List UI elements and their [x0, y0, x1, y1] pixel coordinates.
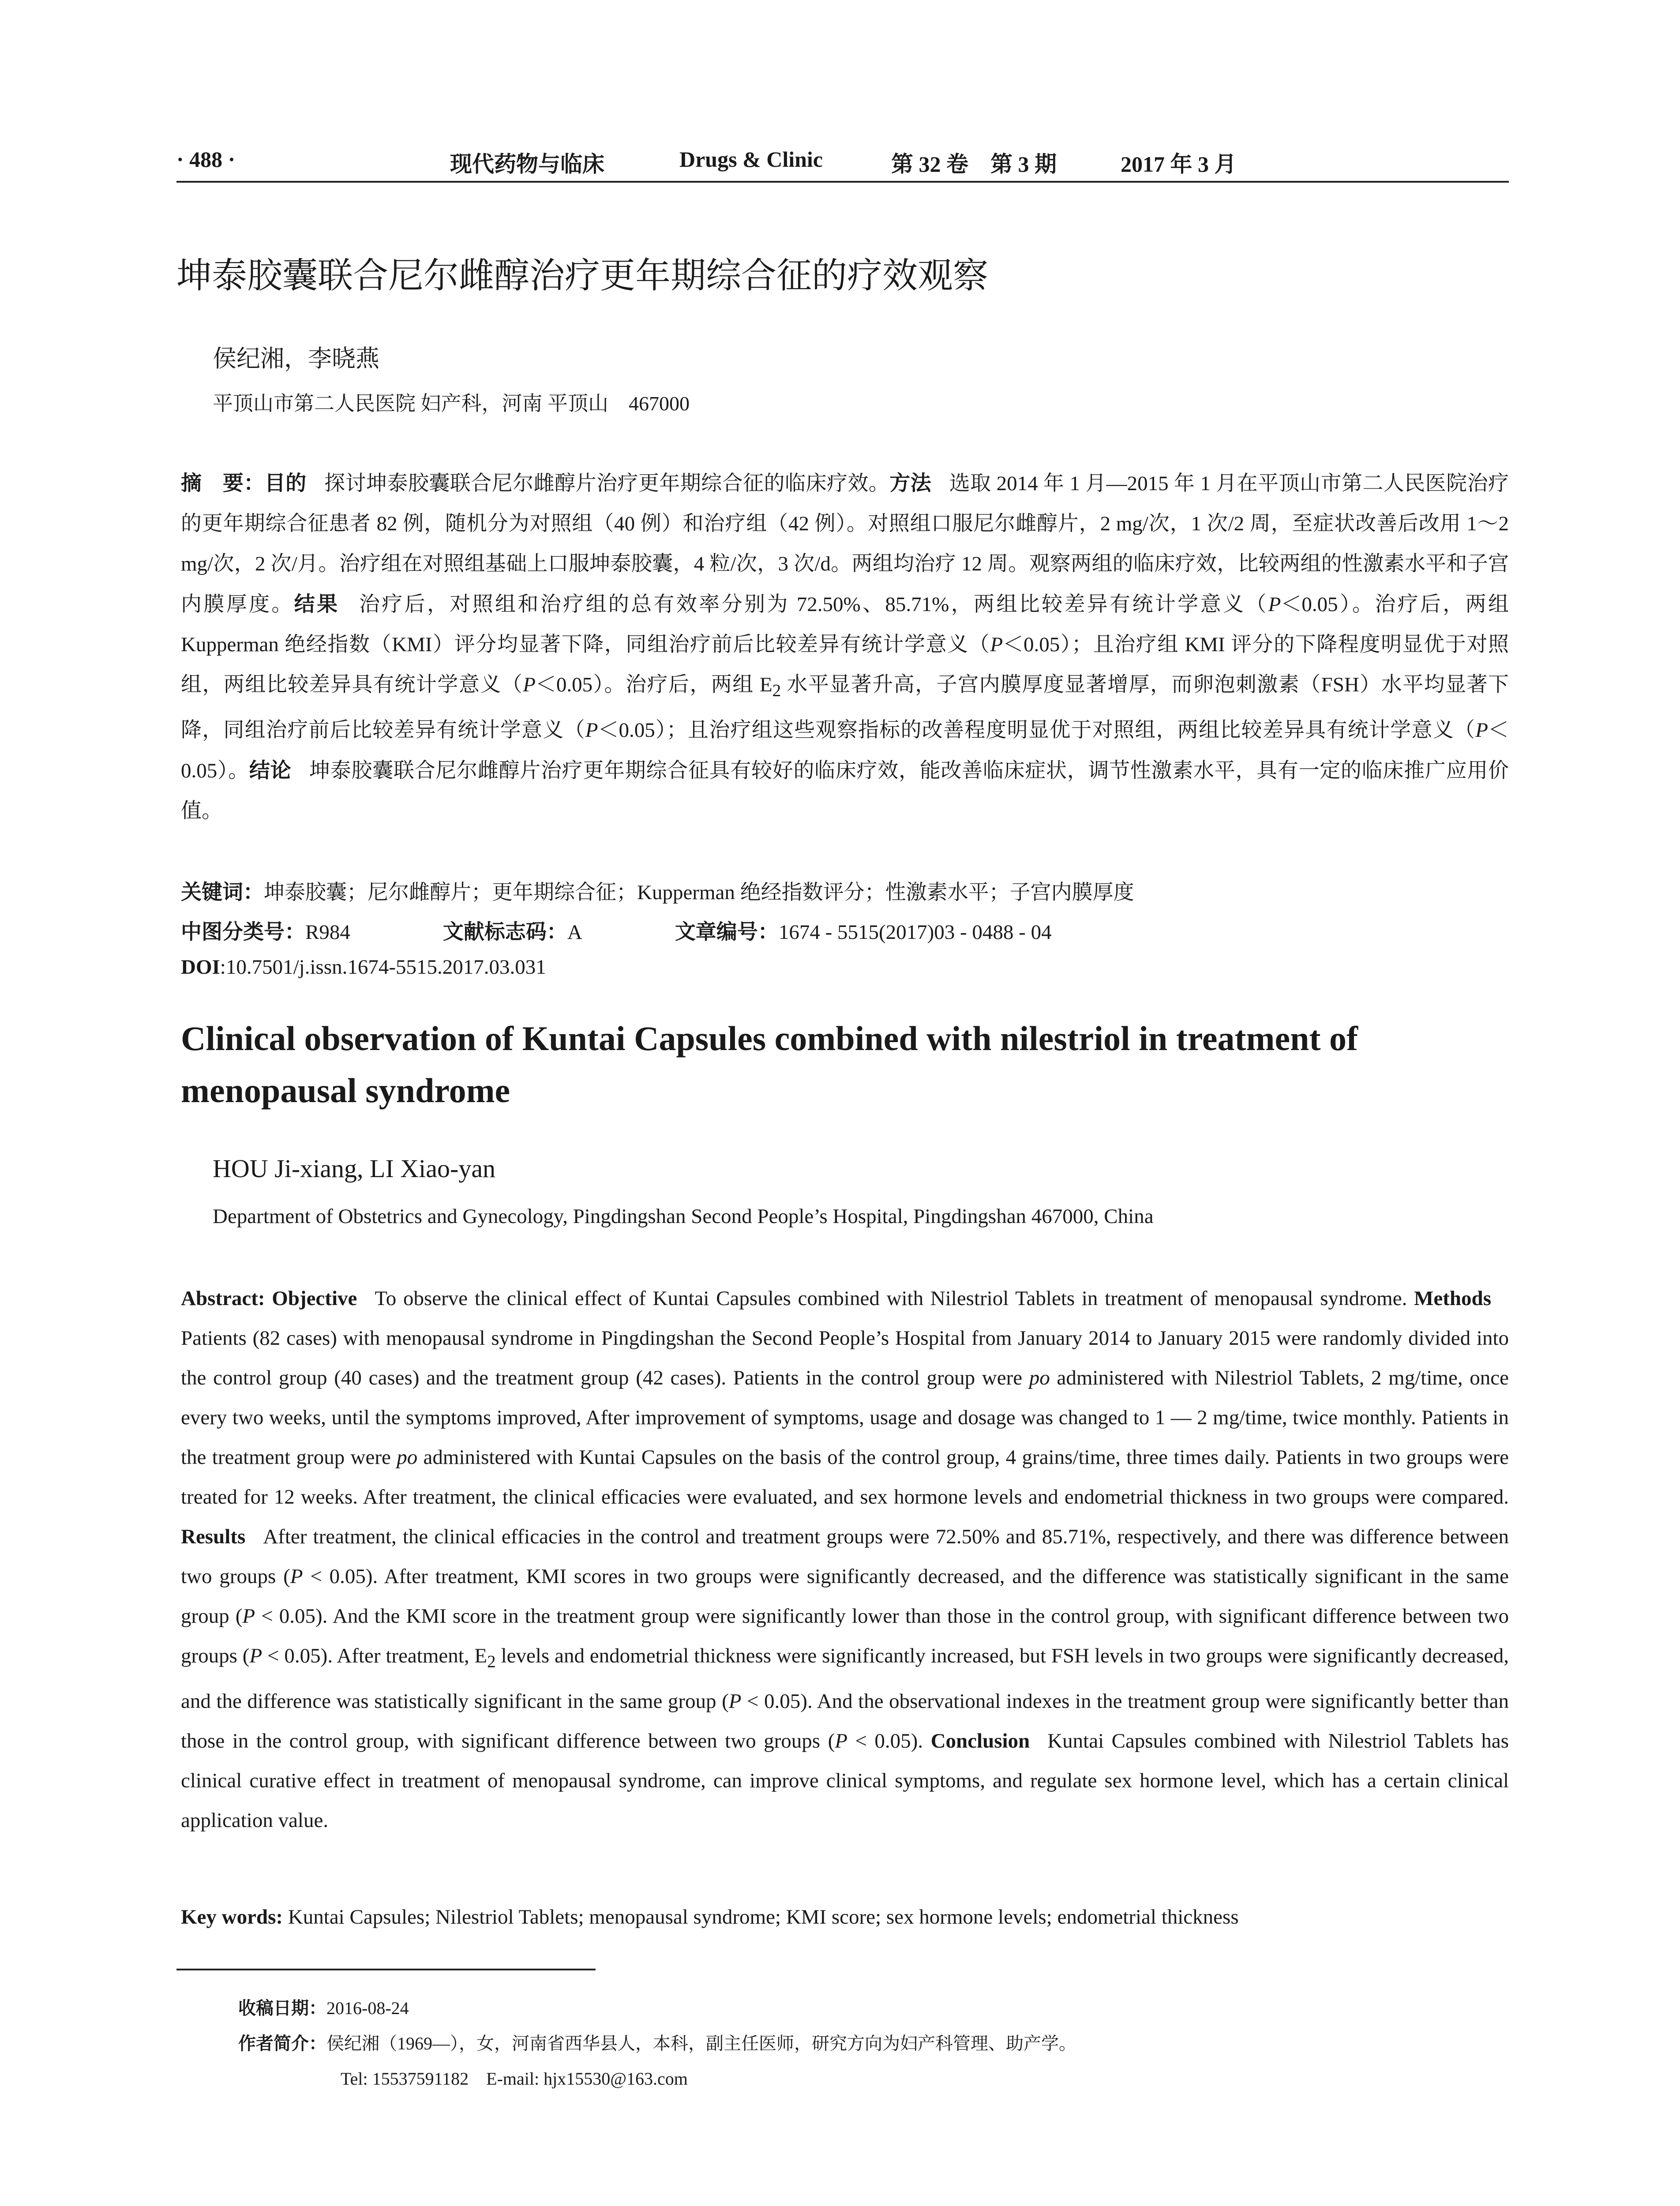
en-keywords-text: Kuntai Capsules; Nilestriol Tablets; menopausal syndrome; KMI score; sex hormone levels; endometrial thickness	[288, 1906, 1239, 1928]
p-symbol: P	[835, 1730, 848, 1753]
cn-methods-text: 选取 2014 年 1 月—2015 年 1 月在平顶山市第二人民医院治疗的更年期综合征患者 82 例，随机分为对照组（40 例）和治疗组（42 例）。对照组口服尼尔雌醇片，2 mg/次，1 次/2 周，至症状改善后改用 1～2 mg/次，2 次/月。治疗组在对照组基础上口服坤泰胶囊，4 粒/次，3 次/d。两组均治疗 12 周。观察两组的临床疗效，比较两组的性激素水平和子宫内膜厚度。	[181, 472, 1509, 616]
cn-conclusion-label: 结论	[249, 758, 292, 783]
en-methods-text: Patients (82 cases) with menopausal syndrome in Pingdingshan the Second People’s Hospital from January 2014 to January 2015 were randomly divided into the control group (40 cases) and the treatment group (42 cases). Patients in the control group were	[181, 1327, 1509, 1389]
p-symbol: P	[585, 719, 598, 742]
footnote-divider	[176, 1969, 596, 1970]
p-symbol: P	[523, 673, 536, 696]
subscript: 2	[487, 1652, 496, 1671]
bio-text: 侯纪湘（1969—），女，河南省西华县人，本科，副主任医师，研究方向为妇产科管理、助产学。	[326, 2033, 1076, 2053]
cn-conclusion-text: 坤泰胶囊联合尼尔雌醇片治疗更年期综合征具有较好的临床疗效，能改善临床症状，调节性激素水平，具有一定的临床推广应用价值。	[181, 759, 1509, 823]
en-results-text: levels and endometrial thickness were significantly increased, but FSH levels in two groups were significantly decreased, and the difference was statistically significant in the same group (	[181, 1644, 1509, 1713]
en-results-text: < 0.05). After treatment, KMI scores in two groups were significantly decreased, and the difference was statistically significant in the same group (	[181, 1565, 1509, 1628]
cn-keywords-label: 关键词：	[181, 880, 264, 904]
bio-label: 作者简介：	[238, 2033, 326, 2054]
p-symbol: P	[242, 1605, 255, 1628]
en-objective-text: To observe the clinical effect of Kuntai Capsules combined with Nilestriol Tablets in treatment of menopausal syndrome.	[375, 1287, 1407, 1310]
p-symbol: P	[1268, 593, 1281, 616]
cn-objective-label: 目的	[264, 471, 307, 495]
journal-name-cn: 现代药物与临床	[450, 151, 604, 177]
en-keywords	[181, 1905, 1239, 1929]
en-title: Clinical observation of Kuntai Capsules combined with nilestriol in treatment of menopausal syndrome	[181, 1019, 1358, 1110]
cn-affiliation: 平顶山市第二人民医院 妇产科，河南 平顶山 467000	[213, 392, 690, 415]
p-symbol: P	[290, 1565, 303, 1588]
cn-objective-text: 探讨坤泰胶囊联合尼尔雌醇片治疗更年期综合征的临床疗效。	[324, 472, 890, 495]
journal-name-en: Drugs & Clinic	[679, 147, 823, 172]
en-abstract	[181, 1279, 1509, 1840]
en-results-label: Results	[181, 1525, 246, 1548]
cn-results-text: ＜0.05）。治疗后，两组 E	[535, 673, 772, 696]
doc-code-label: 文献标志码：	[442, 920, 567, 944]
cn-abstract-label: 摘 要：	[181, 471, 265, 495]
running-header	[176, 141, 1509, 183]
issue-date: 2017 年 3 月	[1121, 152, 1237, 176]
en-conclusion-text: Kuntai Capsules combined with Nilestriol Tablets has clinical curative effect in treatment of menopausal syndrome, can improve clinical symptoms, and regulate sex hormone level, which has a certain clinical application value.	[181, 1730, 1509, 1832]
cn-results-text: ＜0.05）。治疗后，两组 Kupperman 绝经指数（KMI）评分均显著下降，同组治疗前后比较差异有统计学意义（	[181, 593, 1509, 656]
en-authors: HOU Ji-xiang, LI Xiao-yan	[213, 1154, 496, 1183]
cn-authors: 侯纪湘，李晓燕	[213, 345, 379, 372]
cn-abstract	[181, 463, 1509, 831]
p-symbol: P	[728, 1690, 742, 1713]
po-term: po	[397, 1446, 418, 1469]
cn-results-text: ＜0.05）；且治疗组 KMI 评分的下降程度明显优于对照组，两组比较差异具有统计学意义（	[181, 633, 1509, 696]
p-symbol: P	[990, 633, 1003, 656]
en-results-text: After treatment, the clinical efficacies in the control and treatment groups were 72.50% and 85.71%, respectively, and there was difference between two groups (	[181, 1525, 1509, 1588]
en-methods-label: Methods	[1414, 1287, 1491, 1310]
doi-value: :10.7501/j.issn.1674-5515.2017.03.031	[220, 956, 546, 979]
subscript: 2	[772, 681, 781, 700]
received-value: 2016-08-24	[326, 1998, 409, 2018]
cn-results-text: 水平显著升高，子宫内膜厚度显著增厚，而卵泡刺激素（FSH）水平均显著下降，同组治疗前后比较差异有统计学意义（	[181, 673, 1509, 742]
received-date	[238, 1994, 409, 2019]
article-no-label: 文章编号：	[675, 920, 779, 944]
en-keywords-label: Key words:	[181, 1906, 283, 1928]
en-affiliation: Department of Obstetrics and Gynecology, Pingdingshan Second People’s Hospital, Pingdingshan 467000, China	[213, 1205, 1154, 1228]
clc-value: R984	[305, 921, 350, 944]
received-label: 收稿日期：	[238, 1998, 326, 2018]
p-symbol: P	[1475, 719, 1489, 742]
en-results-text: < 0.05). And the KMI score in the treatment group were significantly lower than those in the control group, with significant difference between two groups (	[181, 1605, 1509, 1667]
en-conclusion-label: Conclusion	[930, 1730, 1030, 1753]
doi-label: DOI	[181, 956, 220, 979]
cn-results-label: 结果	[294, 592, 340, 616]
article-no-value: 1674 - 5515(2017)03 - 0488 - 04	[778, 921, 1052, 944]
cn-title: 坤泰胶囊联合尼尔雌醇治疗更年期综合征的疗效观察	[176, 255, 988, 296]
clc-label: 中图分类号：	[181, 920, 305, 944]
volume-issue: 第 32 卷 第 3 期	[891, 152, 1057, 176]
cn-classification	[181, 915, 1052, 945]
cn-results-text: ＜0.05）；且治疗组这些观察指标的改善程度明显优于对照组，两组比较差异具有统计学意义（	[598, 719, 1476, 742]
cn-keywords	[181, 876, 1134, 905]
author-bio	[238, 2030, 1076, 2055]
en-methods-text: administered with Nilestriol Tablets, 2 mg/time, once every two weeks, until the symptoms improved, After improvement of symptoms, usage and dosage was changed to 1 — 2 mg/time, twice monthly. Patients in the treatment group were	[181, 1366, 1509, 1469]
doc-code-value: A	[567, 921, 582, 944]
en-results-text: < 0.05). And the observational indexes in the treatment group were significantly better than those in the control group, with significant difference between two groups (	[181, 1690, 1509, 1753]
page-number: · 488 ·	[176, 147, 236, 172]
p-symbol: P	[249, 1644, 262, 1667]
cn-results-text: ＜0.05）。	[181, 719, 1509, 783]
en-results-text: < 0.05). After treatment, E	[262, 1644, 488, 1667]
cn-methods-label: 方法	[889, 471, 932, 495]
author-contact: Tel: 15537591182 E-mail: hjx15530@163.com	[341, 2069, 688, 2089]
cn-keywords-text: 坤泰胶囊；尼尔雌醇片；更年期综合征；Kupperman 绝经指数评分；性激素水平；子宫内膜厚度	[264, 881, 1134, 904]
en-methods-text: administered with Kuntai Capsules on the basis of the control group, 4 grains/time, three times daily. Patients in two groups were treated for 12 weeks. After treatment, the clinical efficacies were evaluated, and sex hormone levels and endometrial thickness in two groups were compared.	[181, 1446, 1509, 1508]
cn-results-text: 治疗后，对照组和治疗组的总有效率分别为 72.50%、85.71%，两组比较差异有统计学意义（	[357, 593, 1268, 616]
en-abstract-label: Abstract: Objective	[181, 1287, 357, 1310]
doi	[181, 955, 546, 979]
po-term: po	[1029, 1366, 1050, 1389]
en-results-text: < 0.05).	[847, 1730, 923, 1753]
